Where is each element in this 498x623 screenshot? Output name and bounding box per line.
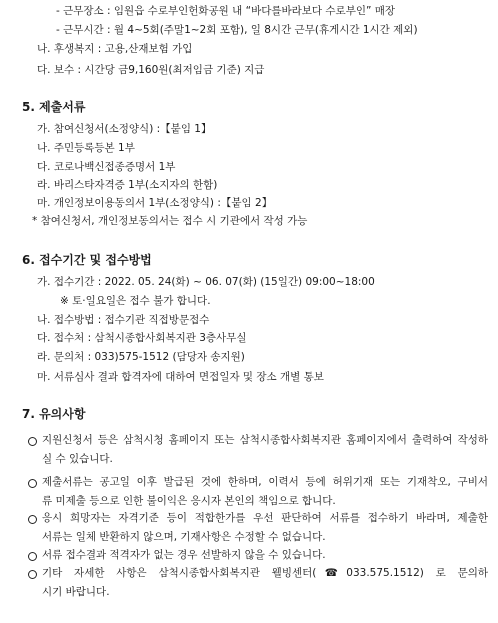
- caution-2-line-1: 제출서류는 공고일 이후 발급된 것에 한하며, 이력서 등에 허위기재 또는 기재착오, 구비서: [42, 476, 488, 488]
- pay: 다. 보수 : 시간당 금9,160원(최저임금 기준) 지급: [37, 64, 265, 76]
- bullet-circle-icon: [28, 570, 37, 579]
- s5-note: * 참여신청서, 개인정보동의서는 접수 시 기관에서 작성 가능: [32, 215, 308, 227]
- section-5-heading: 5. 제출서류: [22, 100, 86, 114]
- bullet-circle-icon: [28, 437, 37, 446]
- caution-1-line-2: 실 수 있습니다.: [42, 453, 113, 465]
- s6-contact: 라. 문의처 : 033)575-1512 (담당자 송지원): [37, 351, 245, 363]
- s6-notice: 마. 서류심사 결과 합격자에 대하여 면접일자 및 장소 개별 통보: [37, 371, 324, 383]
- work-hours: - 근무시간 : 월 4~5회(주말1~2회 포함), 일 8시간 근무(휴게시간 1시간 제외): [56, 24, 418, 36]
- caution-5-line-1: 기타 자세한 사항은 삼척시종합사회복지관 웰빙센터(☎033.575.1512) 로 문의하: [42, 567, 488, 579]
- s5-item: 가. 참여신청서(소정양식) :【붙임 1】: [37, 123, 212, 135]
- s5-item: 다. 코로나백신접종증명서 1부: [37, 161, 176, 173]
- s5-item: 나. 주민등록등본 1부: [37, 142, 135, 154]
- bullet-circle-icon: [28, 515, 37, 524]
- bullet-circle-icon: [28, 552, 37, 561]
- caution-3-line-2: 서류는 일체 반환하지 않으며, 기재사항은 수정할 수 없습니다.: [42, 531, 326, 543]
- caution-5-line-2: 시기 바랍니다.: [42, 586, 110, 598]
- s6-weekend-note: ※ 토·일요일은 접수 불가 합니다.: [60, 295, 211, 307]
- welfare: 나. 후생복지 : 고용,산재보험 가입: [37, 43, 193, 55]
- caution-3-line-1: 응시 희망자는 자격기준 등이 적합한가를 우선 판단하여 서류를 접수하기 바라며, 제출한: [42, 512, 488, 524]
- bullet-circle-icon: [28, 479, 37, 488]
- caution-4: 서류 접수결과 적격자가 없는 경우 선발하지 않을 수 있습니다.: [42, 549, 326, 561]
- section-6-heading: 6. 접수기간 및 접수방법: [22, 253, 152, 267]
- section-7-heading: 7. 유의사항: [22, 407, 86, 421]
- s6-place: 다. 접수처 : 삼척시종합사회복지관 3층사무실: [37, 332, 247, 344]
- caution-2-line-2: 류 미제출 등으로 인한 불이익은 응시자 본인의 책임으로 합니다.: [42, 495, 336, 507]
- s6-method: 나. 접수방법 : 접수기관 직접방문접수: [37, 314, 210, 326]
- caution-1-line-1: 지원신청서 등은 삼척시청 홈페이지 또는 삼척시종합사회복지관 홈페이지에서 출력하여 작성하: [42, 434, 488, 446]
- work-location: - 근무장소 : 임원읍 수로부인헌화공원 내 “바다를바라보다 수로부인” 매장: [56, 5, 396, 17]
- s5-item: 라. 바리스타자격증 1부(소지자의 한함): [37, 179, 218, 191]
- s5-item: 마. 개인정보이용동의서 1부(소정양식) :【붙임 2】: [37, 197, 273, 209]
- s6-period: 가. 접수기간 : 2022. 05. 24(화) ~ 06. 07(화) (15일간) 09:00~18:00: [37, 276, 375, 288]
